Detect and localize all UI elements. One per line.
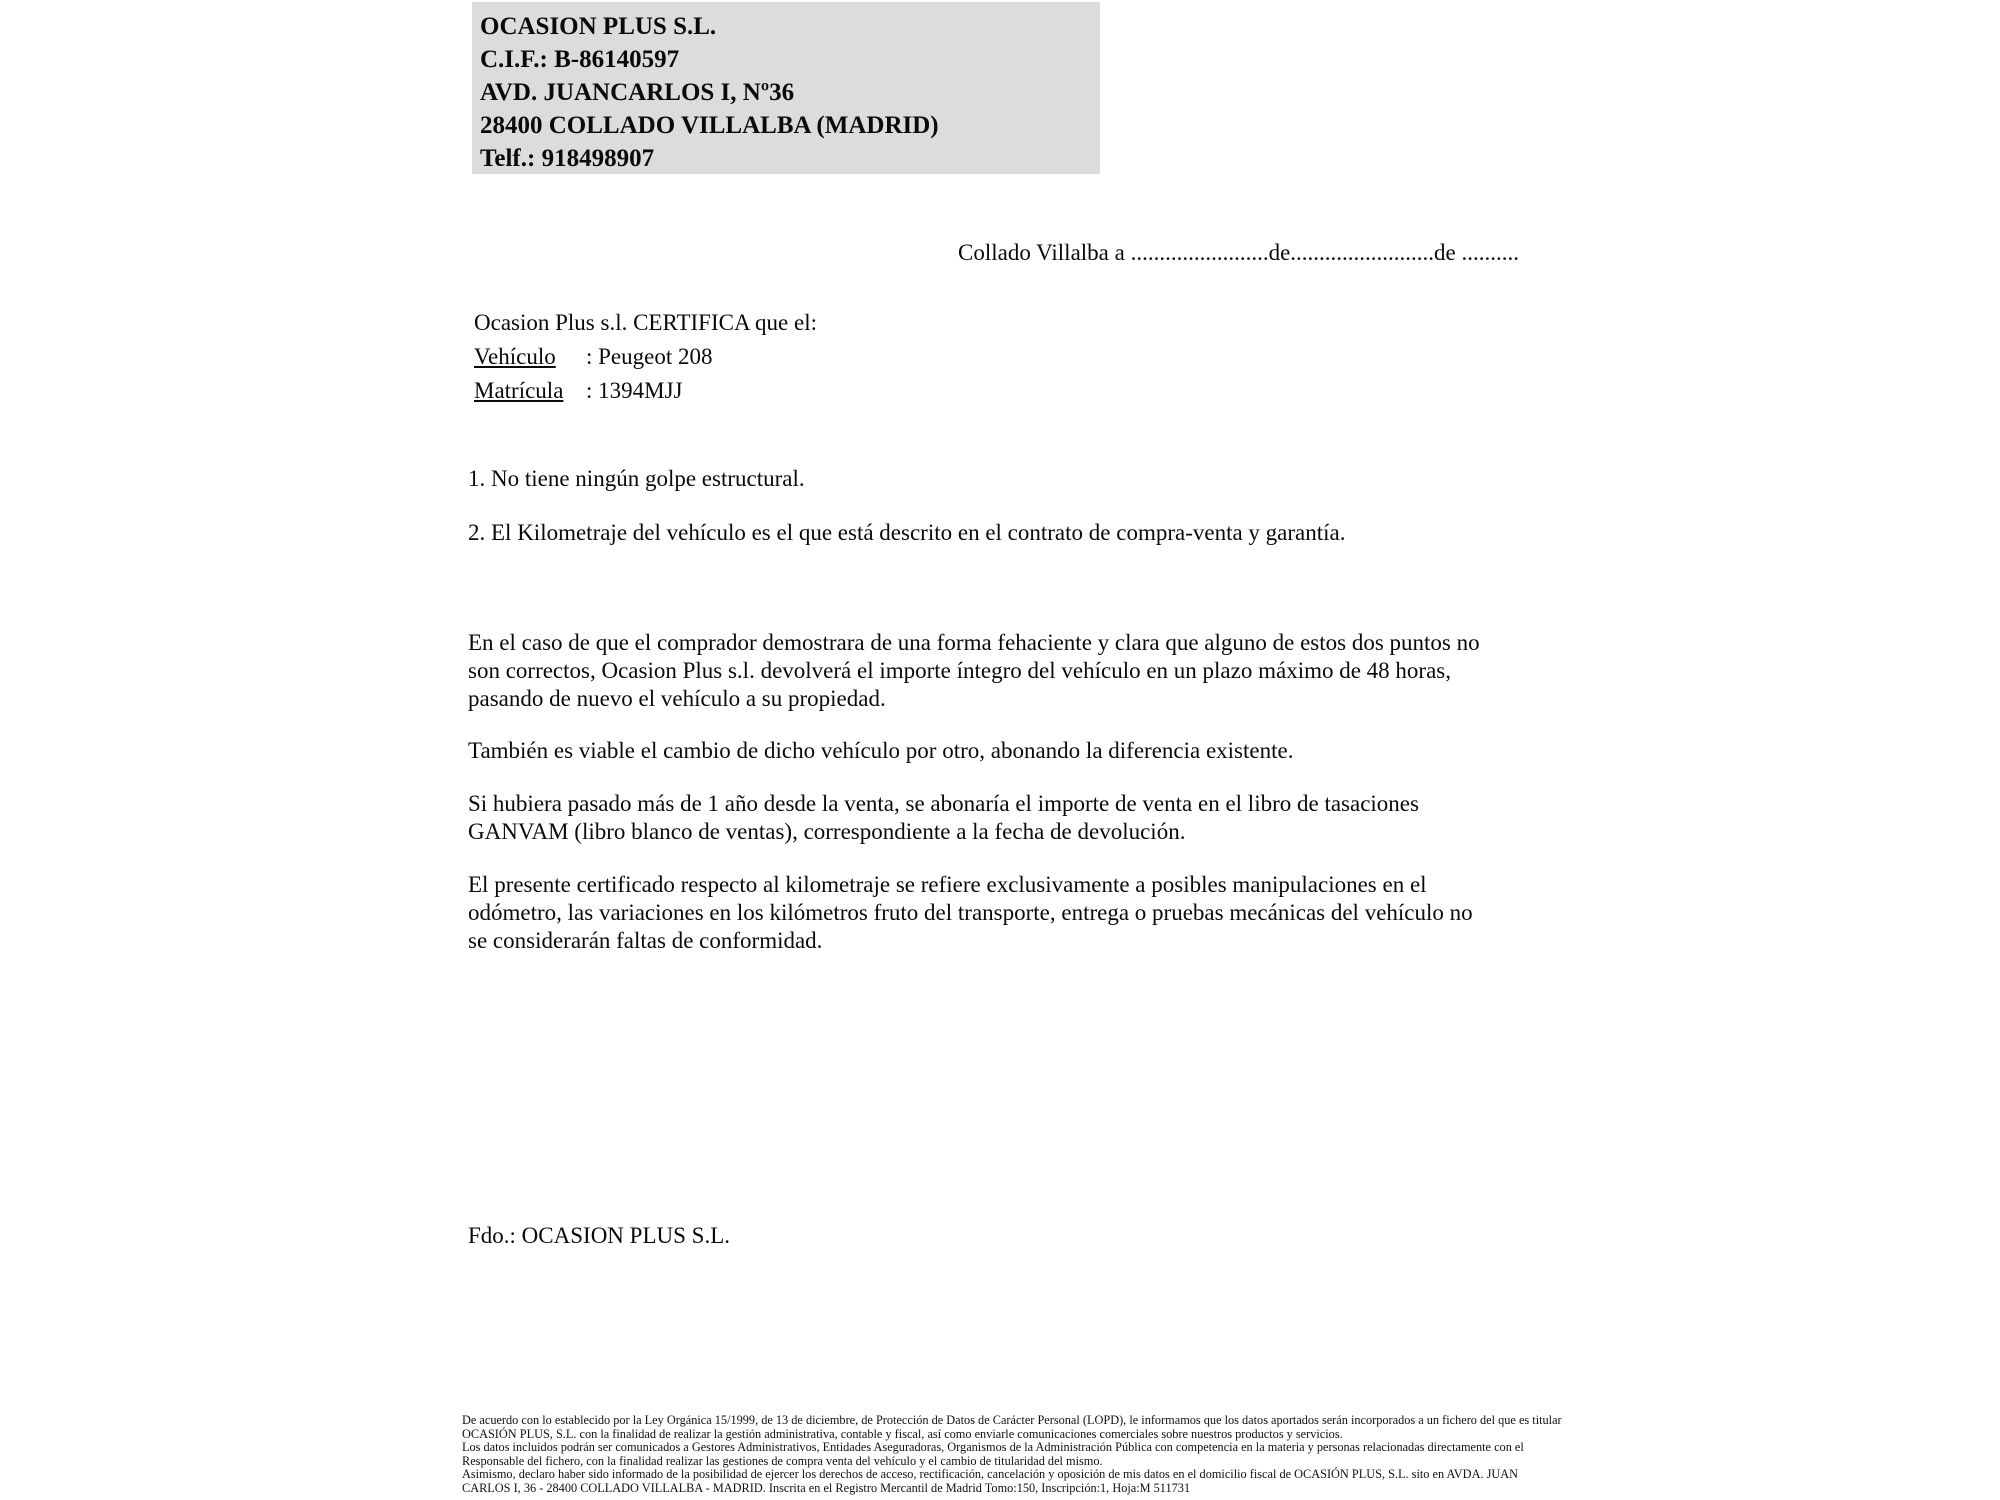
- legal-line: Los datos incluidos podrán ser comunicados a Gestores Administrativos, Entidades Aseguradoras, Organismos de la Administración Pública con competencia en la materia y personas relacionadas directamente con el: [462, 1440, 1524, 1454]
- paragraph-refund: [468, 629, 1480, 713]
- company-name: OCASION PLUS S.L.: [480, 13, 717, 40]
- legal-fine-print: [462, 1414, 1562, 1495]
- paragraph-line: El presente certificado respecto al kilometraje se refiere exclusivamente a posibles manipulaciones en el: [468, 872, 1427, 897]
- vehicle-value: : Peugeot 208: [586, 344, 713, 369]
- paragraph-ganvam: [468, 790, 1419, 846]
- company-city: 28400 COLLADO VILLALBA (MADRID): [480, 112, 939, 139]
- paragraph-line: Si hubiera pasado más de 1 año desde la venta, se abonaría el importe de venta en el libro de tasaciones: [468, 791, 1419, 816]
- paragraph-line: pasando de nuevo el vehículo a su propiedad.: [468, 686, 886, 711]
- plate-value: : 1394MJJ: [586, 378, 683, 403]
- signature-line: Fdo.: OCASION PLUS S.L.: [468, 1223, 730, 1248]
- date-place-line: Collado Villalba a ........................de.........................de ..........: [958, 240, 1519, 265]
- plate-label: Matrícula: [474, 378, 564, 403]
- company-cif: C.I.F.: B-86140597: [480, 46, 680, 73]
- certify-intro: Ocasion Plus s.l. CERTIFICA que el:: [474, 310, 817, 335]
- paragraph-exchange: [468, 737, 1293, 765]
- paragraph-line: GANVAM (libro blanco de ventas), correspondiente a la fecha de devolución.: [468, 819, 1186, 844]
- certification-block: [474, 306, 817, 408]
- company-address: AVD. JUANCARLOS I, Nº36: [480, 79, 795, 106]
- clause-2: 2. El Kilometraje del vehículo es el que está descrito en el contrato de compra-venta y garantía.: [468, 520, 1346, 545]
- company-header-block: [472, 2, 1100, 174]
- company-phone: Telf.: 918498907: [480, 145, 655, 172]
- vehicle-label: Vehículo: [474, 344, 556, 369]
- vehicle-row: [474, 340, 817, 374]
- legal-line: De acuerdo con lo establecido por la Ley Orgánica 15/1999, de 13 de diciembre, de Protección de Datos de Carácter Personal (LOPD), le informamos que los datos aportados serán incorporados a un fichero del que es titular: [462, 1413, 1562, 1427]
- paragraph-odometer: [468, 871, 1473, 955]
- paragraph-line: se considerarán faltas de conformidad.: [468, 928, 823, 953]
- legal-line: Asimismo, declaro haber sido informado de la posibilidad de ejercer los derechos de acceso, rectificación, cancelación y oposición de mis datos en el domicilio fiscal de OCASIÓN PLUS, S.L. sito en AVDA. JUAN: [462, 1467, 1519, 1481]
- plate-row: [474, 374, 817, 408]
- legal-line: OCASIÓN PLUS, S.L. con la finalidad de realizar la gestión administrativa, contable y fiscal, así como enviarle comunicaciones comerciales sobre nuestros productos y servicios.: [462, 1426, 1343, 1441]
- paragraph-line: odómetro, las variaciones en los kilómetros fruto del transporte, entrega o pruebas mecánicas del vehículo no: [468, 900, 1473, 925]
- paragraph-line: son correctos, Ocasion Plus s.l. devolverá el importe íntegro del vehículo en un plazo máximo de 48 horas,: [468, 658, 1452, 683]
- paragraph-line: También es viable el cambio de dicho vehículo por otro, abonando la diferencia existente.: [468, 738, 1294, 763]
- paragraph-line: En el caso de que el comprador demostrara de una forma fehaciente y clara que alguno de estos dos puntos no: [468, 630, 1480, 655]
- clause-1: 1. No tiene ningún golpe estructural.: [468, 466, 805, 491]
- legal-line: Responsable del fichero, con la finalidad realizar las gestiones de compra venta del vehículo y el cambio de titularidad del mismo.: [462, 1453, 1103, 1468]
- legal-line: CARLOS I, 36 - 28400 COLLADO VILLALBA - MADRID. Inscrita en el Registro Mercantil de Madrid Tomo:150, Inscripción:1, Hoja:M 511731: [462, 1480, 1191, 1495]
